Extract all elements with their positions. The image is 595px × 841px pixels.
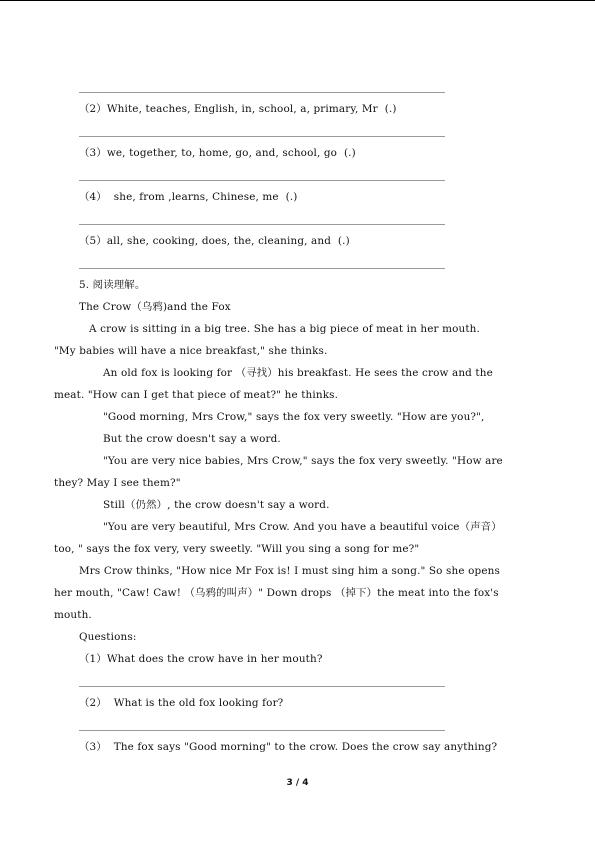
answer-line [79, 92, 445, 93]
story-line: "You are very beautiful, Mrs Crow. And you have a beautiful voice（声音） [103, 521, 502, 533]
answer-line [79, 686, 445, 687]
ordering-item-5: （5）all, she, cooking, does, the, cleaning, and (.) [79, 235, 350, 247]
question-3: （3） The fox says "Good morning" to the crow. Does the crow say anything? [79, 741, 498, 753]
story-line: Mrs Crow thinks, "How nice Mr Fox is! I must sing him a song." So she opens [79, 565, 500, 577]
story-line: "You are very nice babies, Mrs Crow," says the fox very sweetly. "How are [103, 455, 503, 467]
story-line: Still（仍然）, the crow doesn't say a word. [103, 499, 330, 511]
story-line: her mouth, "Caw! Caw! （乌鸦的叫声）" Down drops （掉下）the meat into the fox's [54, 587, 499, 599]
answer-line [79, 180, 445, 181]
question-1: （1）What does the crow have in her mouth? [79, 653, 323, 665]
page-top-border [0, 0, 595, 1]
ordering-item-3: （3）we, together, to, home, go, and, school, go (.) [79, 147, 356, 159]
story-line: too, " says the fox very, very sweetly. "Will you sing a song for me?" [54, 543, 420, 555]
story-line: "My babies will have a nice breakfast," she thinks. [54, 345, 328, 357]
section-title: 5. 阅读理解。 [79, 279, 146, 291]
story-title: The Crow（乌鸦)and the Fox [79, 301, 231, 313]
story-line: they? May I see them?" [54, 477, 181, 489]
answer-line [79, 730, 445, 731]
page-number: 3 / 4 [286, 778, 309, 788]
story-line: An old fox is looking for （寻找）his breakfast. He sees the crow and the [103, 367, 493, 379]
answer-line [79, 268, 445, 269]
story-line: meat. "How can I get that piece of meat?" he thinks. [54, 389, 339, 401]
question-2: （2） What is the old fox looking for? [79, 697, 284, 709]
story-line: But the crow doesn't say a word. [103, 433, 281, 445]
story-line: mouth. [54, 609, 92, 621]
questions-label: Questions: [79, 631, 137, 643]
ordering-item-2: （2）White, teaches, English, in, school, a, primary, Mr (.) [79, 103, 397, 115]
answer-line [79, 224, 445, 225]
story-line: "Good morning, Mrs Crow," says the fox very sweetly. "How are you?", [103, 411, 485, 423]
answer-line [79, 136, 445, 137]
story-line: A crow is sitting in a big tree. She has a big piece of meat in her mouth. [89, 323, 480, 335]
ordering-item-4: （4） she, from ,learns, Chinese, me (.) [79, 191, 298, 203]
